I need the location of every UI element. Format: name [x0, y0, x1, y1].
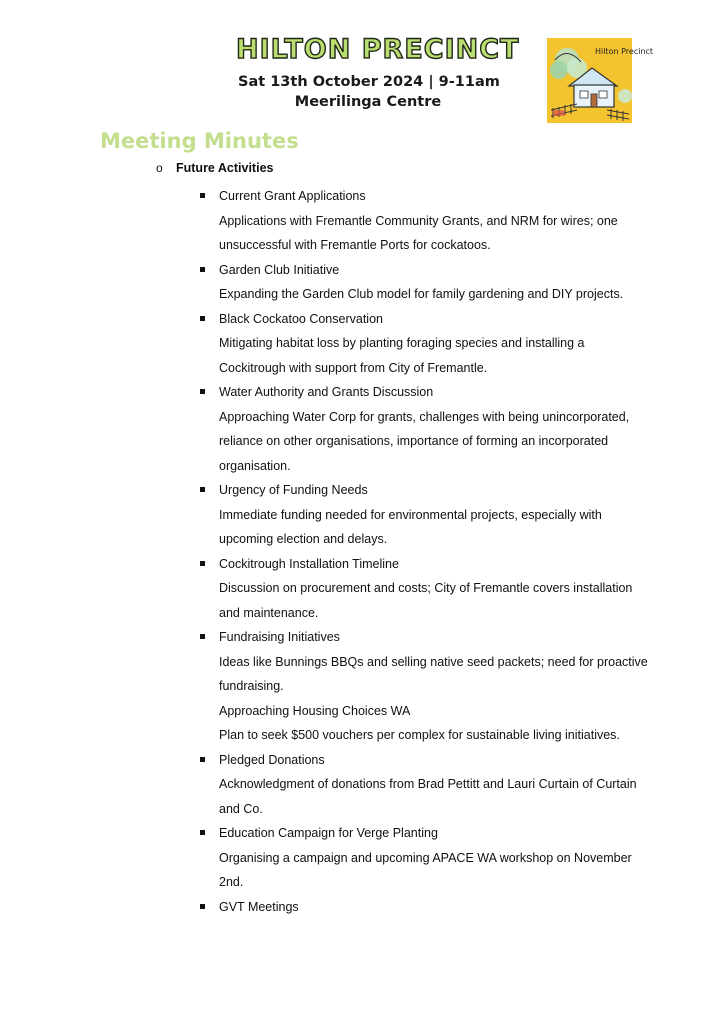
future-activities-heading — [156, 161, 273, 175]
activity-description-line: 2nd. — [219, 875, 244, 889]
meeting-date: Sat 13th October 2024 | 9-11am — [238, 74, 500, 90]
activity-description-line: upcoming election and delays. — [219, 532, 388, 546]
square-bullet-icon — [200, 389, 205, 394]
logo-text: Hilton Precinct — [595, 47, 654, 56]
activity-title: Water Authority and Grants Discussion — [219, 385, 434, 399]
activity-title: Urgency of Funding Needs — [219, 483, 368, 497]
activity-description-line: Immediate funding needed for environmental projects, especially with — [219, 507, 602, 522]
square-bullet-icon — [200, 830, 205, 835]
activity-title: Cockitrough Installation Timeline — [219, 556, 399, 571]
activity-description-line: Organising a campaign and upcoming APACE WA workshop on November — [219, 850, 632, 865]
activity-description-line: organisation. — [219, 458, 291, 473]
activity-title: Fundraising Initiatives — [219, 630, 340, 644]
activity-description-line: and Co. — [219, 801, 263, 816]
house-garden-logo — [547, 38, 654, 123]
section-heading: Meeting Minutes — [100, 129, 299, 153]
square-bullet-icon — [200, 634, 205, 639]
activity-description-line: Mitigating habitat loss by planting foraging species and installing a — [219, 336, 585, 350]
activity-title: Current Grant Applications — [219, 189, 366, 203]
activity-title: Pledged Donations — [219, 752, 325, 767]
activity-description-line: Acknowledgment of donations from Brad Pettitt and Lauri Curtain of Curtain — [219, 777, 637, 791]
outline-marker: o — [156, 161, 163, 175]
activity-description-line: Discussion on procurement and costs; City of Fremantle covers installation — [219, 581, 633, 595]
header-title: HILTON PRECINCT — [236, 34, 520, 65]
activity-description-line: Plan to seek $500 vouchers per complex for sustainable living initiatives. — [219, 728, 620, 742]
activity-description-line: Cockitrough with support from City of Fremantle. — [219, 360, 488, 375]
square-bullet-icon — [200, 193, 205, 198]
square-bullet-icon — [200, 487, 205, 492]
square-bullet-icon — [200, 561, 205, 566]
activity-description-line: fundraising. — [219, 679, 284, 693]
activity-description-line: Approaching Housing Choices WA — [219, 703, 411, 718]
square-bullet-icon — [200, 267, 205, 272]
meeting-venue: Meerilinga Centre — [294, 94, 442, 110]
activity-title: GVT Meetings — [219, 899, 299, 914]
square-bullet-icon — [200, 904, 205, 909]
activity-title: Garden Club Initiative — [219, 262, 340, 277]
square-bullet-icon — [200, 757, 205, 762]
activity-title: Education Campaign for Verge Planting — [219, 826, 438, 840]
activity-title: Black Cockatoo Conservation — [219, 311, 383, 326]
activity-description-line: Applications with Fremantle Community Grants, and NRM for wires; one — [219, 213, 618, 228]
activity-description-line: and maintenance. — [219, 605, 319, 620]
activity-description-line: Approaching Water Corp for grants, challenges with being unincorporated, — [219, 409, 630, 424]
future-activities-label: Future Activities — [176, 161, 274, 175]
activity-description-line: unsuccessful with Fremantle Ports for cockatoos. — [219, 238, 491, 252]
square-bullet-icon — [200, 316, 205, 321]
activity-description-line: Ideas like Bunnings BBQs and selling native seed packets; need for proactive — [219, 654, 648, 669]
activity-description-line: reliance on other organisations, importance of forming an incorporated — [219, 434, 609, 448]
activity-description-line: Expanding the Garden Club model for family gardening and DIY projects. — [219, 287, 624, 301]
